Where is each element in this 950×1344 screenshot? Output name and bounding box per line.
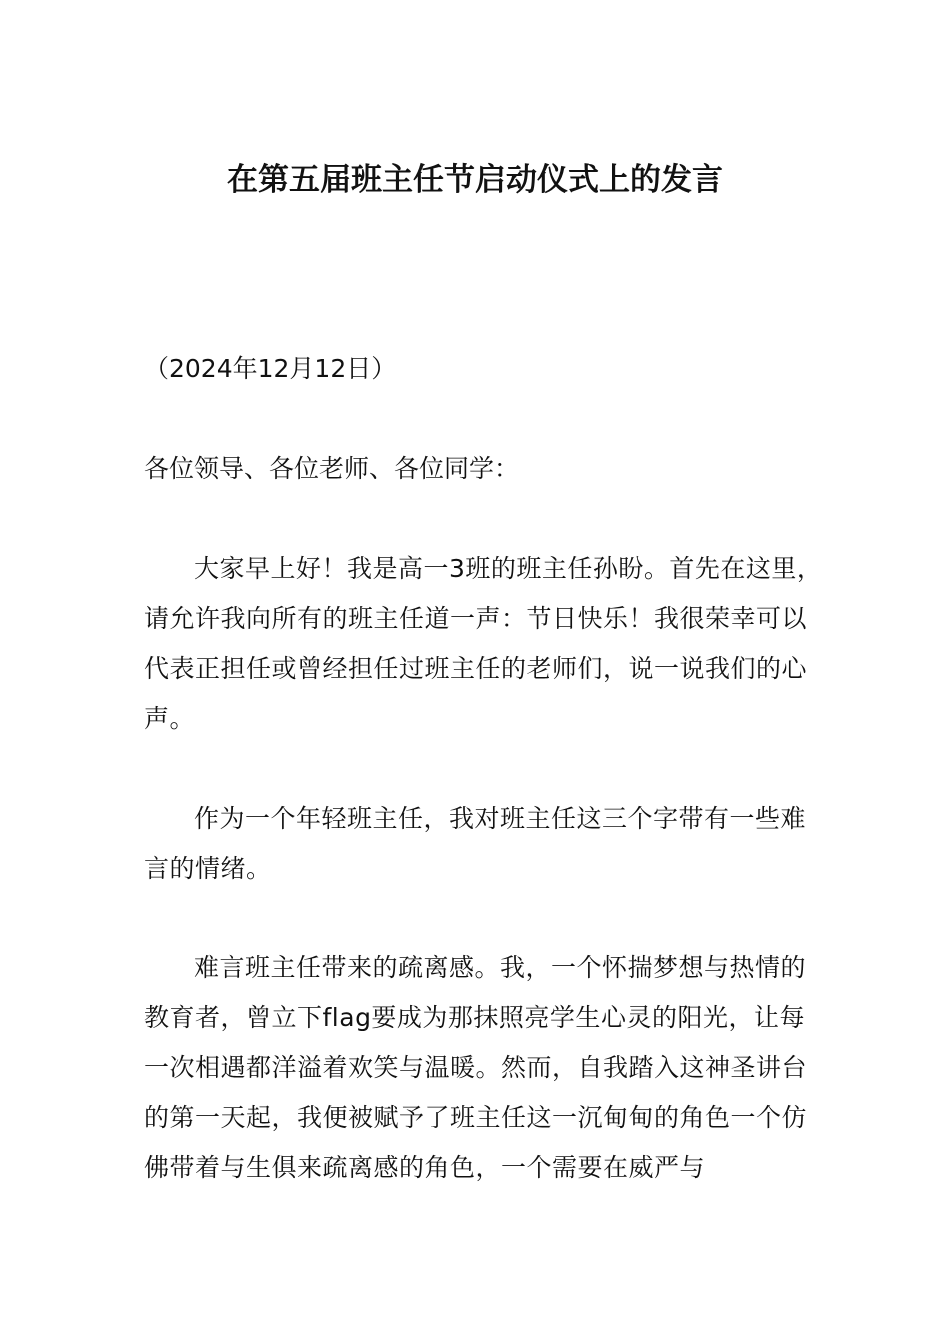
paragraph: 作为一个年轻班主任，我对班主任这三个字带有一些难言的情绪。 bbox=[144, 804, 807, 883]
salutation: 各位领导、各位老师、各位同学： bbox=[144, 454, 520, 483]
speech-date: （2024年12月12日） bbox=[144, 354, 397, 383]
document-title: 在第五届班主任节启动仪式上的发言 bbox=[227, 162, 723, 198]
paragraph: 大家早上好！我是高一3班的班主任孙盼。首先在这里，请允许我向所有的班主任道一声：节日快乐！我很荣幸可以代表正担任或曾经担任过班主任的老师们，说一说我们的心声。 bbox=[144, 554, 823, 733]
paragraph: 难言班主任带来的疏离感。我，一个怀揣梦想与热情的教育者，曾立下flag要成为那抹照亮学生心灵的阳光，让每一次相遇都洋溢着欢笑与温暖。然而，自我踏入这神圣讲台的第一天起，我便被赋予了班主任这一沉甸甸的角色一个仿佛带着与生俱来疏离感的角色，一个需要在威严与 bbox=[144, 953, 808, 1182]
